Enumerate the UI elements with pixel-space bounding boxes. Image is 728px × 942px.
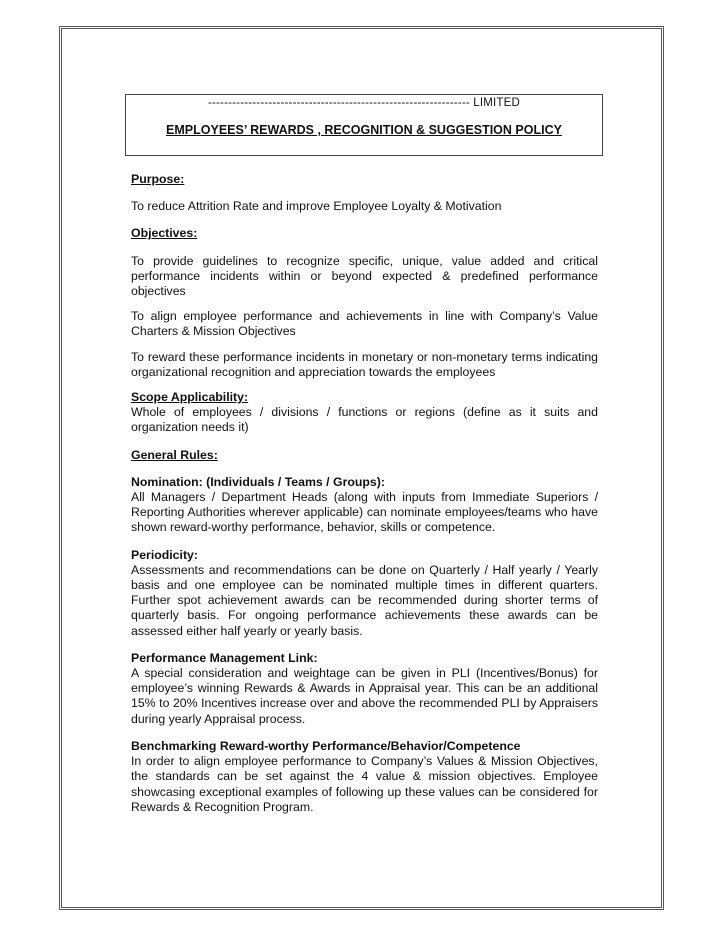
- nomination-text: All Managers / Department Heads (along with inputs from Immediate Superiors / Reporting Authorities wherever applicable) can nominate employees/teams who have shown reward-worthy performance, behavior, skills or competence.: [131, 490, 598, 535]
- objective-item: To reward these performance incidents in monetary or non-monetary terms indicating organizational recognition and appreciation towards the employees: [131, 349, 598, 379]
- objectives-heading: Objectives:: [131, 226, 198, 241]
- scope-text: Whole of employees / divisions / functions or regions (define as it suits and organization needs it): [131, 405, 598, 435]
- performance-link-text: A special consideration and weightage can be given in PLI (Incentives/Bonus) for employee’s winning Rewards & Awards in Appraisal year. This can be an additional 15% to 20% Incentives increase over and above the recommended PLI by Appraisers during yearly Appraisal process.: [131, 666, 598, 726]
- scope-heading: Scope Applicability:: [131, 390, 249, 405]
- benchmarking-heading: Benchmarking Reward-worthy Performance/Behavior/Competence: [131, 738, 521, 753]
- header-box: [125, 94, 603, 156]
- policy-body: [131, 172, 598, 815]
- policy-title: EMPLOYEES’ REWARDS , RECOGNITION & SUGGESTION POLICY: [166, 123, 562, 137]
- purpose-text: To reduce Attrition Rate and improve Employee Loyalty & Motivation: [131, 199, 502, 214]
- periodicity-heading: Periodicity:: [131, 547, 198, 562]
- objective-item: To align employee performance and achievements in line with Company’s Value Charters & Mission Objectives: [131, 309, 598, 339]
- objective-item: To provide guidelines to recognize specific, unique, value added and critical performance incidents within or beyond expected & predefined performance objectives: [131, 253, 598, 299]
- periodicity-text: Assessments and recommendations can be done on Quarterly / Half yearly / Yearly basis and one employee can be nominated multiple times in different quarters. Further spot achievement awards can be recommended during shorter terms of quarterly basis. For ongoing performance achievements these awards can be assessed either half yearly or yearly basis.: [131, 562, 598, 638]
- performance-link-heading: Performance Management Link:: [131, 650, 318, 665]
- general-rules-heading: General Rules:: [131, 447, 218, 462]
- benchmarking-text: In order to align employee performance to Company’s Values & Mission Objectives, the standards can be set against the 4 value & mission objectives. Employee showcasing exceptional examples of following up these values can be considered for Rewards & Recognition Program.: [131, 754, 598, 814]
- purpose-heading: Purpose:: [131, 172, 185, 186]
- nomination-heading: Nomination: (Individuals / Teams / Groups):: [131, 474, 385, 489]
- company-name-line: ----------------------------------------------------------------- LIMITED: [207, 97, 521, 109]
